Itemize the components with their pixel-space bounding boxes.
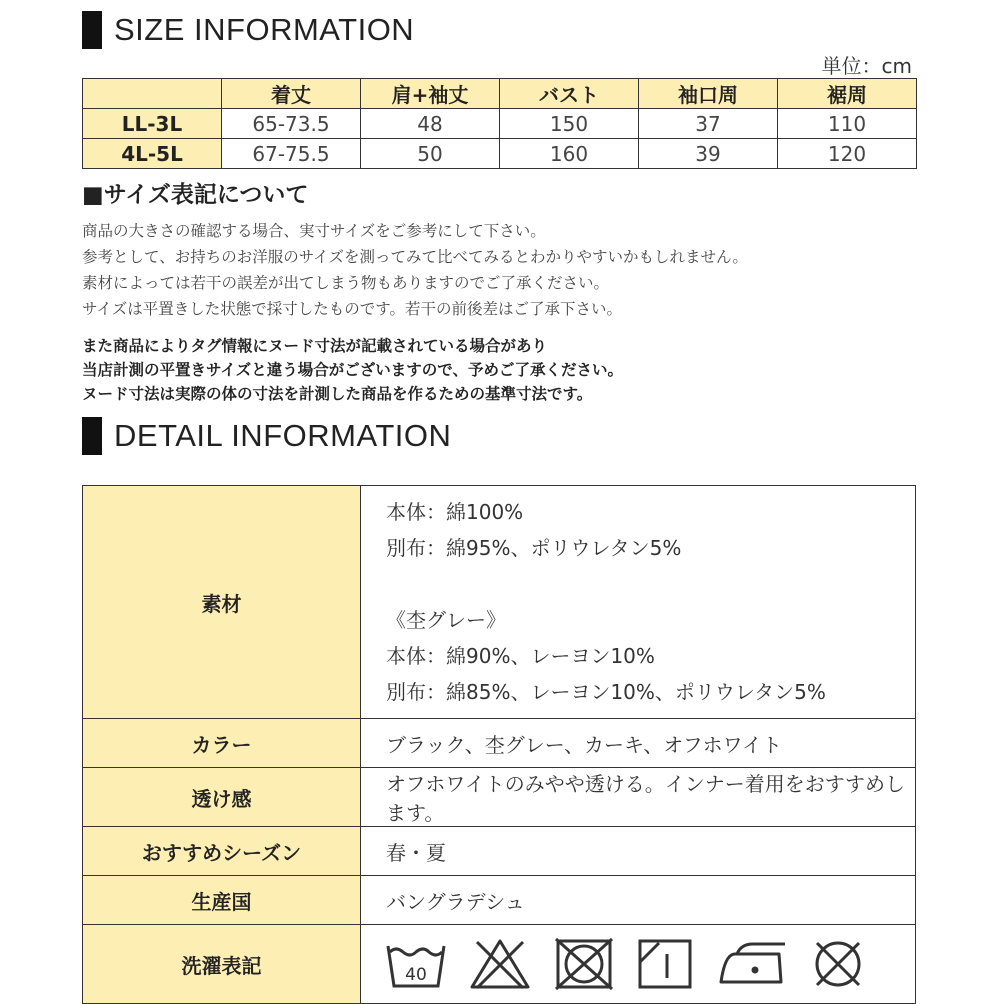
table-row — [83, 768, 916, 827]
size-header-length: 着丈 — [222, 79, 361, 109]
detail-section-title: DETAIL INFORMATION — [114, 418, 452, 453]
iron-low-icon — [715, 938, 787, 990]
size-cell: 67-75.5 — [222, 139, 361, 169]
size-table-corner — [83, 79, 222, 109]
note-line: 商品の大きさの確認する場合、実寸サイズをご参考にして下さい。 — [82, 222, 546, 240]
size-table — [82, 78, 917, 169]
size-cell: 37 — [639, 109, 778, 139]
size-row-label: 4L-5L — [83, 139, 222, 169]
size-table-header-row — [83, 79, 917, 109]
size-header-cuff: 袖口周 — [639, 79, 778, 109]
size-notes-bold — [82, 334, 623, 406]
size-cell: 160 — [500, 139, 639, 169]
note-bold-line: 当店計測の平置きサイズと違う場合がございますので、予めご了承ください。 — [82, 361, 623, 379]
size-header-shoulder-sleeve: 肩+袖丈 — [361, 79, 500, 109]
no-bleach-icon — [469, 938, 531, 990]
no-dry-clean-icon — [809, 938, 867, 990]
section-bar — [82, 417, 102, 455]
note-bold-line: ヌード寸法は実際の体の寸法を計測した商品を作るための基準寸法です。 — [82, 385, 593, 403]
washing-label: 洗濯表記 — [83, 925, 361, 1004]
size-section-title: SIZE INFORMATION — [114, 12, 415, 47]
size-notes-title: ■サイズ表記について — [82, 182, 309, 208]
size-cell: 110 — [778, 109, 917, 139]
table-row — [83, 876, 916, 925]
material-line: 別布：綿95%、ポリウレタン5% — [386, 536, 682, 560]
size-section-header — [82, 10, 414, 50]
section-bar — [82, 11, 102, 49]
unit-label: 単位：cm — [821, 54, 912, 78]
sheer-value: オフホワイトのみやや透ける。インナー着用をおすすめします。 — [361, 768, 916, 827]
washing-icons — [385, 938, 915, 990]
material-line: 《杢グレー》 — [386, 608, 506, 632]
detail-table — [82, 485, 916, 1004]
size-header-bust: バスト — [500, 79, 639, 109]
season-label: おすすめシーズン — [83, 827, 361, 876]
note-bold-line: また商品によりタグ情報にヌード寸法が記載されている場合があり — [82, 337, 548, 355]
material-line: 別布：綿85%、レーヨン10%、ポリウレタン5% — [386, 680, 826, 704]
origin-value: バングラデシュ — [361, 876, 916, 925]
note-line: 参考として、お持ちのお洋服のサイズを測ってみて比べてみるとわかりやすいかもしれません。 — [82, 248, 748, 266]
season-value: 春・夏 — [361, 827, 916, 876]
size-header-hem: 裾周 — [778, 79, 917, 109]
size-notes — [82, 218, 748, 322]
table-row — [83, 925, 916, 1004]
material-line: 本体：綿100% — [386, 500, 524, 524]
size-cell: 65-73.5 — [222, 109, 361, 139]
size-row-label: LL-3L — [83, 109, 222, 139]
material-label: 素材 — [83, 486, 361, 719]
wash-temp-label: 40 — [405, 965, 427, 985]
sheer-label: 透け感 — [83, 768, 361, 827]
size-cell: 50 — [361, 139, 500, 169]
material-line: 本体：綿90%、レーヨン10% — [386, 644, 655, 668]
note-line: 素材によっては若干の誤差が出てしまう物もありますのでご了承ください。 — [82, 274, 610, 292]
size-cell: 39 — [639, 139, 778, 169]
table-row — [83, 109, 917, 139]
line-dry-icon — [637, 938, 693, 990]
table-row — [83, 139, 917, 169]
origin-label: 生産国 — [83, 876, 361, 925]
no-tumble-dry-icon — [553, 938, 615, 990]
material-value — [361, 486, 916, 719]
detail-section-header — [82, 416, 451, 456]
size-cell: 120 — [778, 139, 917, 169]
table-row — [83, 486, 916, 719]
color-value: ブラック、杢グレー、カーキ、オフホワイト — [361, 719, 916, 768]
washing-value — [361, 925, 916, 1004]
table-row — [83, 719, 916, 768]
note-line: サイズは平置きした状態で採寸したものです。若干の前後差はご了承下さい。 — [82, 300, 623, 318]
wash-40-icon — [385, 938, 447, 990]
color-label: カラー — [83, 719, 361, 768]
size-cell: 150 — [500, 109, 639, 139]
size-cell: 48 — [361, 109, 500, 139]
table-row — [83, 827, 916, 876]
